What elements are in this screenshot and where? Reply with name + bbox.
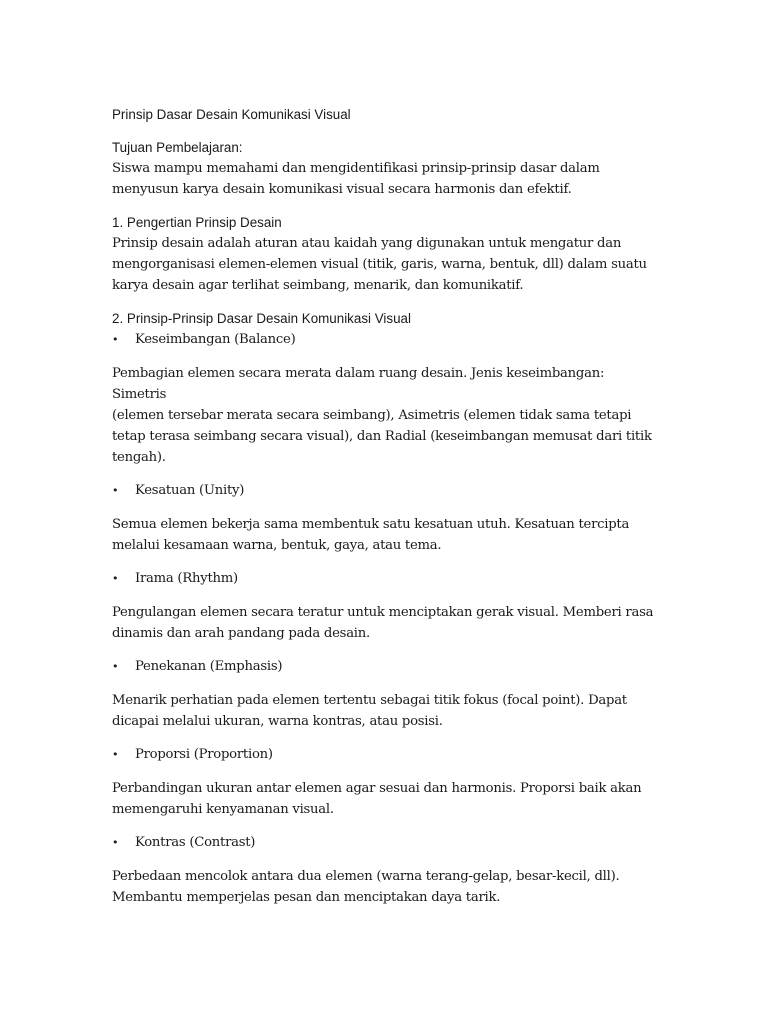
- text-line: Siswa mampu memahami dan mengidentifikasi prinsip-prinsip dasar dalam: [112, 161, 600, 176]
- principle-description: [112, 514, 656, 556]
- section-1-paragraph: [112, 233, 656, 296]
- bullet-item: [112, 480, 656, 501]
- text-line: Semua elemen bekerja sama membentuk satu kesatuan utuh. Kesatuan tercipta: [112, 517, 630, 532]
- bullet-icon: •: [112, 660, 119, 673]
- text-line: Prinsip desain adalah aturan atau kaidah yang digunakan untuk mengatur dan: [112, 236, 622, 251]
- objective-label: Tujuan Pembelajaran:: [112, 140, 243, 155]
- bullet-item: [112, 568, 656, 589]
- principle-name: Irama (Rhythm): [135, 571, 238, 586]
- text-line: mengorganisasi elemen-elemen visual (titik, garis, warna, bentuk, dll) dalam suatu: [112, 257, 647, 272]
- bullet-icon: •: [112, 484, 119, 497]
- text-line: tengah).: [112, 450, 166, 465]
- text-line: Menarik perhatian pada elemen tertentu sebagai titik fokus (focal point). Dapat: [112, 693, 627, 708]
- bullet-icon: •: [112, 748, 119, 761]
- text-line: Pembagian elemen secara merata dalam ruang desain. Jenis keseimbangan: Simetris: [112, 366, 605, 402]
- text-line: memengaruhi kenyamanan visual.: [112, 802, 334, 817]
- text-line: dinamis dan arah pandang pada desain.: [112, 626, 370, 641]
- principle-name: Penekanan (Emphasis): [135, 659, 283, 674]
- section-1-heading: 1. Pengertian Prinsip Desain: [112, 215, 282, 230]
- bullet-item: [112, 832, 656, 853]
- text-line: dicapai melalui ukuran, warna kontras, atau posisi.: [112, 714, 443, 729]
- text-line: Pengulangan elemen secara teratur untuk menciptakan gerak visual. Memberi rasa: [112, 605, 654, 620]
- text-line: karya desain agar terlihat seimbang, menarik, dan komunikatif.: [112, 278, 524, 293]
- text-line: melalui kesamaan warna, bentuk, gaya, atau tema.: [112, 538, 442, 553]
- bullet-item: [112, 744, 656, 765]
- text-line: Membantu memperjelas pesan dan menciptakan daya tarik.: [112, 890, 501, 905]
- bullet-icon: •: [112, 333, 119, 346]
- text-line: tetap terasa seimbang secara visual), dan Radial (keseimbangan memusat dari titik: [112, 429, 652, 444]
- document-title: Prinsip Dasar Desain Komunikasi Visual: [112, 107, 351, 122]
- bullet-icon: •: [112, 836, 119, 849]
- bullet-icon: •: [112, 572, 119, 585]
- principle-description: [112, 866, 656, 908]
- principle-description: [112, 778, 656, 820]
- bullet-item: [112, 656, 656, 677]
- text-line: Perbandingan ukuran antar elemen agar sesuai dan harmonis. Proporsi baik akan: [112, 781, 642, 796]
- text-line: (elemen tersebar merata secara seimbang), Asimetris (elemen tidak sama tetapi: [112, 408, 632, 423]
- text-line: Perbedaan mencolok antara dua elemen (warna terang-gelap, besar-kecil, dll).: [112, 869, 620, 884]
- bullet-item: [112, 329, 656, 350]
- principle-name: Keseimbangan (Balance): [135, 332, 296, 347]
- principle-description: [112, 602, 656, 644]
- principle-description: [112, 690, 656, 732]
- principle-name: Kesatuan (Unity): [135, 483, 245, 498]
- section-2-heading: 2. Prinsip-Prinsip Dasar Desain Komunikasi Visual: [112, 311, 411, 326]
- principle-description: [112, 363, 656, 468]
- principle-name: Kontras (Contrast): [135, 835, 256, 850]
- objective-paragraph: [112, 158, 656, 200]
- text-line: menyusun karya desain komunikasi visual secara harmonis dan efektif.: [112, 182, 572, 197]
- principle-name: Proporsi (Proportion): [135, 747, 273, 762]
